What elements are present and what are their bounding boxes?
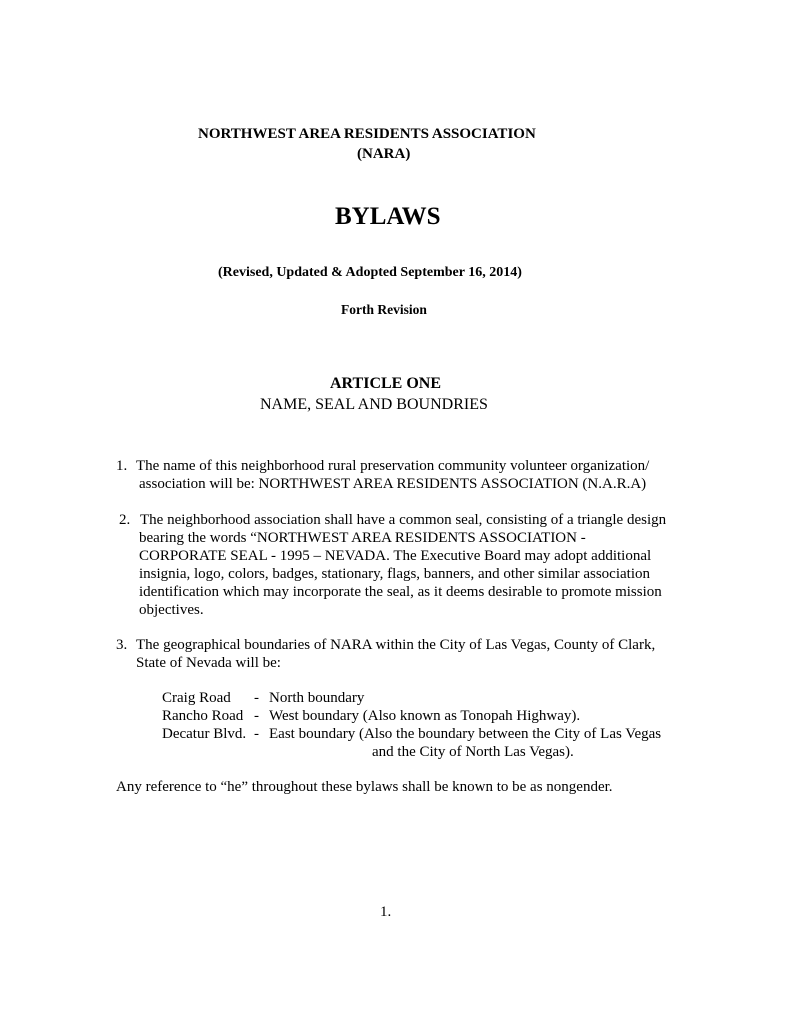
item-2-line-2: bearing the words “NORTHWEST AREA RESIDENTS ASSOCIATION - (139, 530, 586, 546)
boundary-road: Craig Road (162, 690, 231, 706)
revision-label: Forth Revision (341, 302, 427, 317)
boundary-dash: - (254, 690, 259, 706)
item-2-number: 2. (119, 512, 131, 528)
article-heading: ARTICLE ONE (330, 375, 442, 392)
boundary-road: Rancho Road (162, 708, 244, 724)
revision-note: (Revised, Updated & Adopted September 16, 2014) (218, 265, 522, 280)
org-name-line2: (NARA) (357, 146, 411, 162)
article-subheading: NAME, SEAL AND BOUNDRIES (260, 396, 488, 413)
boundary-desc-continued: and the City of North Las Vegas). (372, 744, 574, 760)
boundary-desc: East boundary (Also the boundary between the City of Las Vegas (269, 726, 662, 742)
boundary-dash: - (254, 726, 259, 742)
gender-note: Any reference to “he” throughout these bylaws shall be known to be as nongender. (116, 779, 613, 795)
item-1-line-1: The name of this neighborhood rural preservation community volunteer organization/ (136, 458, 650, 474)
item-1-line-2: association will be: NORTHWEST AREA RESIDENTS ASSOCIATION (N.A.R.A) (139, 476, 647, 492)
boundary-desc: West boundary (Also known as Tonopah Highway). (269, 708, 581, 724)
item-2-line-1: The neighborhood association shall have a common seal, consisting of a triangle design (140, 512, 667, 528)
item-1-number: 1. (116, 458, 128, 474)
item-2-line-4: insignia, logo, colors, badges, stationary, flags, banners, and other similar association (139, 566, 650, 582)
boundary-road: Decatur Blvd. (162, 726, 247, 742)
item-2-line-3: CORPORATE SEAL - 1995 – NEVADA. The Executive Board may adopt additional (139, 548, 652, 564)
org-name-line1: NORTHWEST AREA RESIDENTS ASSOCIATION (198, 126, 536, 142)
item-3-line-1: The geographical boundaries of NARA within the City of Las Vegas, County of Clark, (136, 637, 656, 653)
boundary-dash: - (254, 708, 259, 724)
document-title: BYLAWS (335, 203, 441, 230)
item-2-line-6: objectives. (139, 602, 204, 618)
page-number: 1. (380, 904, 392, 920)
item-2-line-5: identification which may incorporate the seal, as it deems desirable to promote mission (139, 584, 662, 600)
boundary-desc: North boundary (269, 690, 365, 706)
item-3-line-2: State of Nevada will be: (136, 655, 281, 671)
item-3-number: 3. (116, 637, 128, 653)
